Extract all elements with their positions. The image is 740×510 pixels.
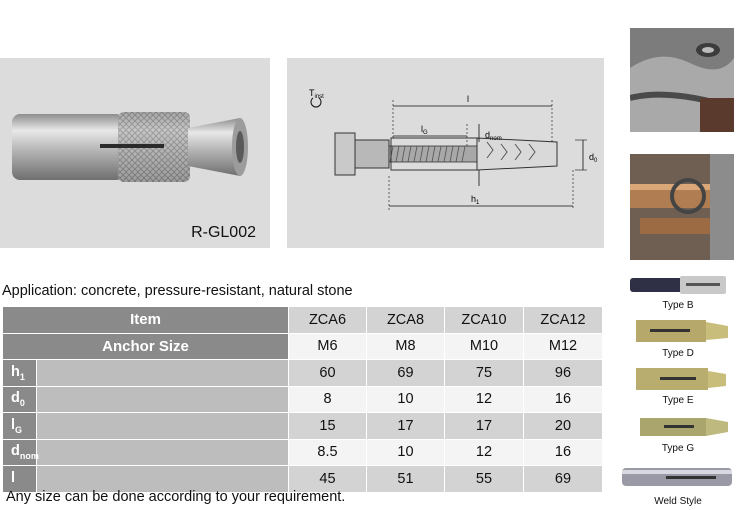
torque-label: $T_{inst}$ (309, 88, 324, 100)
weld-style-image (620, 462, 736, 496)
value-cell: 12 (445, 439, 524, 466)
lg-label: $l_G$ (421, 124, 428, 136)
value-cell: 15 (289, 413, 367, 440)
type-e-image (620, 362, 736, 396)
length-label: l (467, 94, 469, 104)
anchor-size-header: Anchor Size (3, 333, 289, 360)
technical-drawing (287, 58, 604, 248)
table-row-dnom (3, 439, 603, 466)
anchor-photo (0, 58, 270, 248)
row-symbol: $d_{nom}$ (3, 439, 37, 466)
bolt-head (335, 133, 355, 175)
type-g-image (620, 410, 736, 444)
spec-table (2, 306, 603, 493)
concrete-installation-photo (630, 28, 734, 132)
table-row-sizes (3, 333, 603, 360)
footer-note: Any size can be done according to your requirement. (6, 489, 346, 505)
type-d-label: Type D (662, 348, 694, 359)
dnom-label: $d_{nom}$ (485, 130, 502, 142)
model-cell: ZCA6 (289, 307, 367, 334)
pipe-installation-photo (630, 154, 734, 260)
application-text: Application: concrete, pressure-resistant, natural stone (2, 283, 353, 299)
size-cell: M12 (524, 333, 603, 360)
row-symbol: $h_1$ (3, 360, 37, 387)
value-cell: 16 (524, 386, 603, 413)
value-cell: 69 (367, 360, 445, 387)
table-row-lg (3, 413, 603, 440)
d0-label: $d_0$ (589, 152, 598, 164)
value-cell: 55 (445, 466, 524, 493)
row-symbol: l (3, 466, 37, 493)
type-b-image (620, 268, 736, 302)
value-cell: 10 (367, 386, 445, 413)
model-cell: ZCA12 (524, 307, 603, 334)
table-row-d0 (3, 386, 603, 413)
row-symbol: $l_G$ (3, 413, 37, 440)
value-cell: 20 (524, 413, 603, 440)
value-cell: 12 (445, 386, 524, 413)
weld-style-label: Weld Style (654, 496, 702, 507)
table-row-models (3, 307, 603, 334)
value-cell: 96 (524, 360, 603, 387)
value-cell: 75 (445, 360, 524, 387)
value-cell: 17 (367, 413, 445, 440)
expansion-cone (477, 138, 557, 170)
value-cell: 45 (289, 466, 367, 493)
value-cell: 8 (289, 386, 367, 413)
type-g-label: Type G (661, 443, 695, 454)
product-photo-panel (0, 58, 270, 248)
model-cell: ZCA10 (445, 307, 524, 334)
value-cell: 17 (445, 413, 524, 440)
size-cell: M6 (289, 333, 367, 360)
size-cell: M10 (445, 333, 524, 360)
h1-label: $h_1$ (471, 194, 480, 206)
type-d-image (620, 314, 736, 348)
table-row-h1 (3, 360, 603, 387)
value-cell: 8.5 (289, 439, 367, 466)
value-cell: 10 (367, 439, 445, 466)
size-cell: M8 (367, 333, 445, 360)
value-cell: 60 (289, 360, 367, 387)
type-b-label: Type B (662, 300, 694, 311)
value-cell: 51 (367, 466, 445, 493)
type-e-label: Type E (662, 395, 694, 406)
product-code: R-GL002 (191, 224, 256, 241)
anchor-dimension-drawing (287, 58, 604, 248)
value-cell: 69 (524, 466, 603, 493)
item-header: Item (3, 307, 289, 334)
model-cell: ZCA8 (367, 307, 445, 334)
value-cell: 16 (524, 439, 603, 466)
row-symbol: $d_0$ (3, 386, 37, 413)
